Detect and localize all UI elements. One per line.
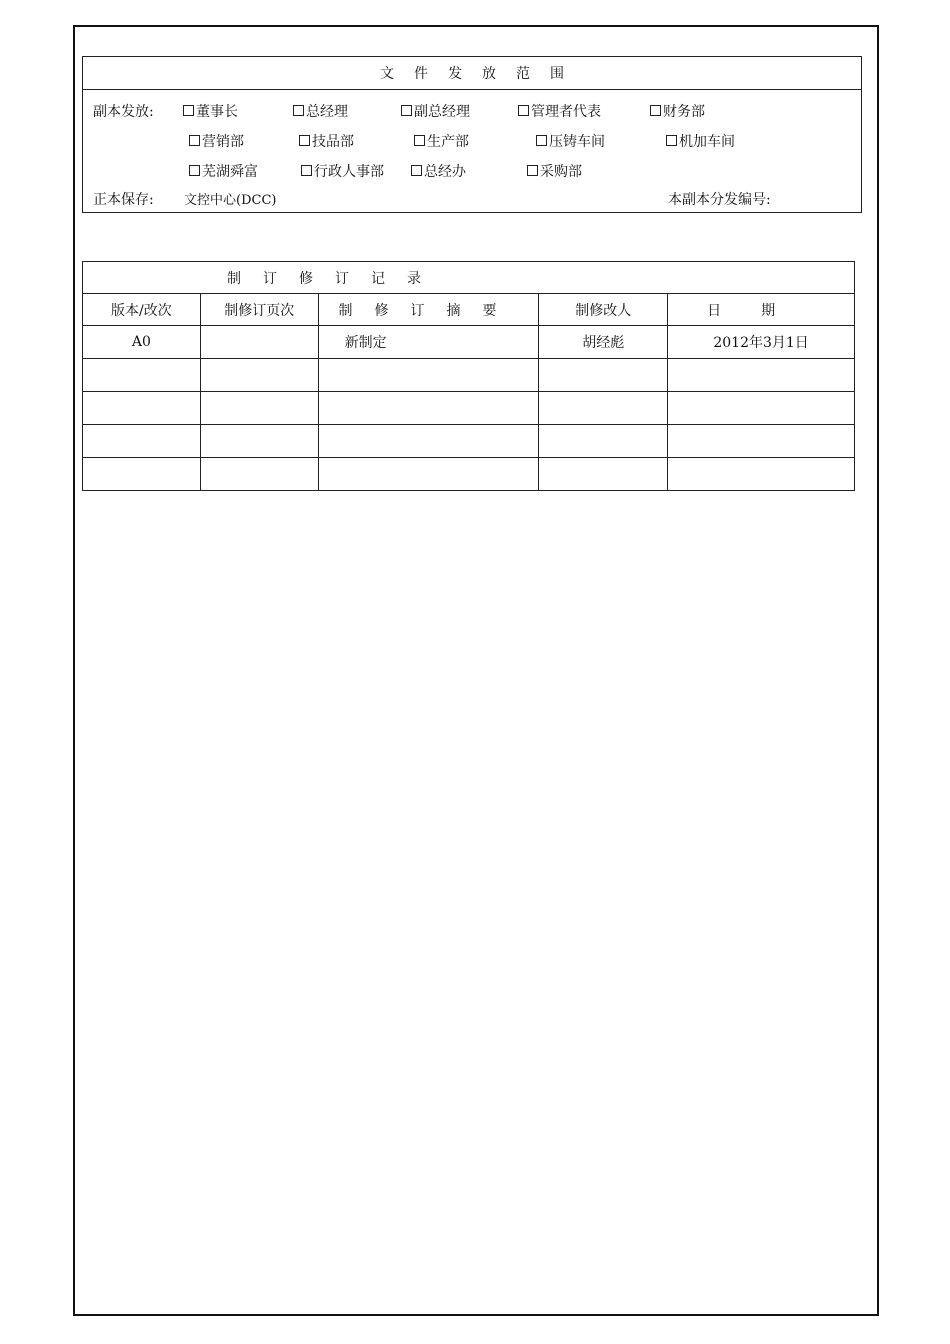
- cell-version: A0: [83, 326, 201, 359]
- copy-label: 副本发放:: [93, 104, 154, 120]
- checkbox-icon[interactable]: [293, 105, 304, 116]
- cell-version: [83, 425, 201, 458]
- distribution-row-4: [83, 189, 861, 211]
- checkbox-icon[interactable]: [527, 165, 538, 176]
- cell-version: [83, 458, 201, 491]
- recipient-option[interactable]: 总经办: [411, 161, 466, 181]
- header-version: 版本/改次: [83, 294, 201, 326]
- recipient-option[interactable]: 财务部: [650, 101, 705, 121]
- cell-editor: [539, 458, 668, 491]
- checkbox-icon[interactable]: [401, 105, 412, 116]
- cell-editor: 胡经彪: [539, 326, 668, 359]
- checkbox-icon[interactable]: [536, 135, 547, 146]
- recipient-option[interactable]: 董事长: [183, 101, 238, 121]
- recipient-option[interactable]: 副总经理: [401, 101, 470, 121]
- cell-date: [668, 458, 855, 491]
- checkbox-icon[interactable]: [411, 165, 422, 176]
- checkbox-icon[interactable]: [183, 105, 194, 116]
- checkbox-icon[interactable]: [189, 135, 200, 146]
- table-row: [83, 326, 855, 359]
- header-editor: 制修改人: [539, 294, 668, 326]
- recipient-option[interactable]: 采购部: [527, 161, 582, 181]
- checkbox-icon[interactable]: [189, 165, 200, 176]
- recipient-option[interactable]: 管理者代表: [518, 101, 601, 121]
- recipient-option[interactable]: 行政人事部: [301, 161, 384, 181]
- cell-summary: [318, 425, 539, 458]
- header-pages: 制修订页次: [200, 294, 318, 326]
- distribution-scope-box: [82, 56, 862, 213]
- copy-number-label: 本副本分发编号:: [668, 192, 771, 208]
- checkbox-icon[interactable]: [301, 165, 312, 176]
- cell-version: [83, 359, 201, 392]
- cell-editor: [539, 392, 668, 425]
- cell-date: [668, 359, 855, 392]
- cell-editor: [539, 359, 668, 392]
- revision-record-table: [82, 261, 855, 491]
- recipient-option[interactable]: 压铸车间: [536, 131, 605, 151]
- revision-title: 制订修订记录: [83, 262, 855, 294]
- cell-summary: [318, 458, 539, 491]
- cell-date: [668, 425, 855, 458]
- original-value: 文控中心(DCC): [184, 193, 277, 208]
- table-row: [83, 392, 855, 425]
- recipient-option[interactable]: 芜湖舜富: [189, 161, 258, 181]
- distribution-row-3: [83, 161, 861, 183]
- cell-version: [83, 392, 201, 425]
- checkbox-icon[interactable]: [666, 135, 677, 146]
- cell-date: 2012年3月1日: [668, 326, 855, 359]
- header-summary: 制修订摘要: [318, 294, 539, 326]
- checkbox-icon[interactable]: [650, 105, 661, 116]
- distribution-row-2: [83, 131, 861, 153]
- page-border: [73, 25, 879, 1316]
- table-row: [83, 425, 855, 458]
- distribution-title: 文件发放范围: [83, 57, 861, 90]
- cell-summary: [318, 359, 539, 392]
- recipient-option[interactable]: 机加车间: [666, 131, 735, 151]
- cell-pages: [200, 392, 318, 425]
- recipient-option[interactable]: 营销部: [189, 131, 244, 151]
- recipient-option[interactable]: 生产部: [414, 131, 469, 151]
- distribution-row-1: [83, 101, 861, 123]
- recipient-option[interactable]: 技品部: [299, 131, 354, 151]
- cell-summary: [318, 392, 539, 425]
- cell-date: [668, 392, 855, 425]
- recipient-option[interactable]: 总经理: [293, 101, 348, 121]
- checkbox-icon[interactable]: [414, 135, 425, 146]
- table-row: [83, 458, 855, 491]
- cell-editor: [539, 425, 668, 458]
- cell-pages: [200, 359, 318, 392]
- checkbox-icon[interactable]: [299, 135, 310, 146]
- header-date: 日期: [668, 294, 855, 326]
- table-row: [83, 359, 855, 392]
- cell-pages: [200, 458, 318, 491]
- cell-pages: [200, 326, 318, 359]
- original-label: 正本保存:: [93, 192, 154, 208]
- checkbox-icon[interactable]: [518, 105, 529, 116]
- cell-summary: 新制定: [318, 326, 539, 359]
- cell-pages: [200, 425, 318, 458]
